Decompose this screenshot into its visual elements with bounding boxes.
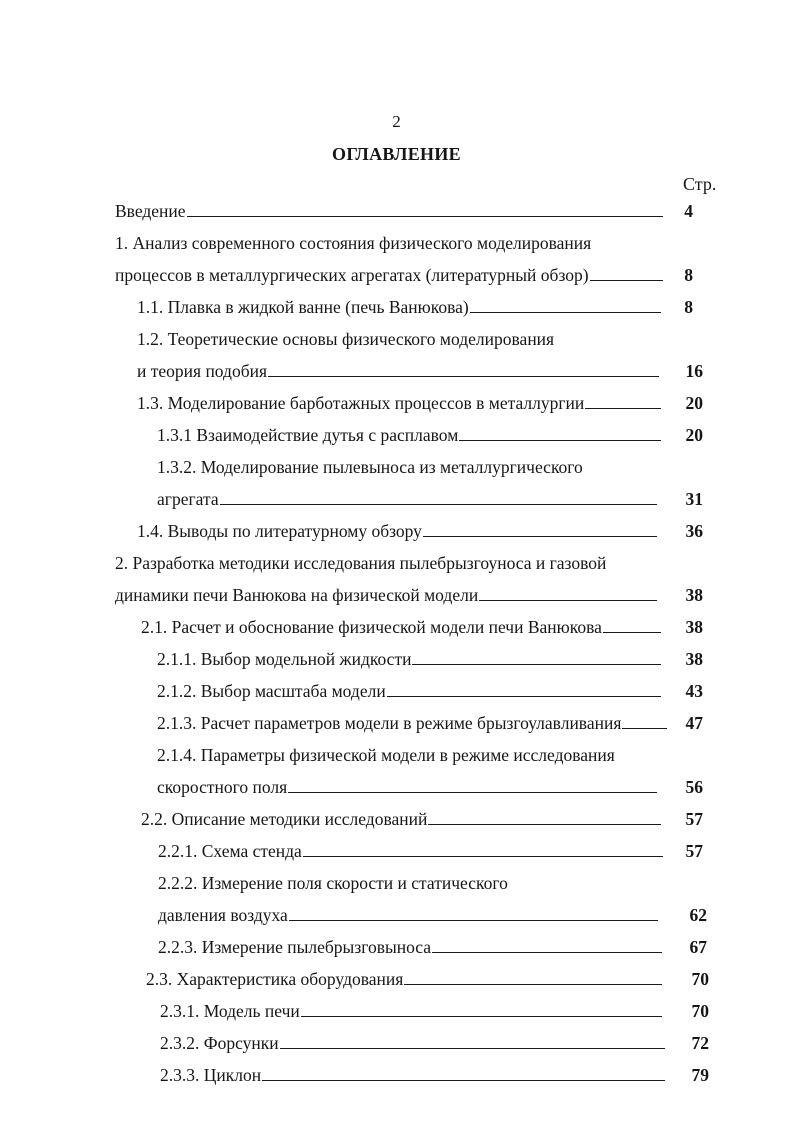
toc-entry-2-3: [146, 966, 662, 990]
toc-entry-introduction: [115, 198, 663, 222]
toc-entry-1-2: [137, 326, 677, 350]
toc-entry-2-1-1: [157, 646, 661, 670]
toc-entry-page: 70: [691, 1001, 709, 1021]
page-number: 2: [392, 112, 401, 131]
toc-entry-2-2: [141, 806, 661, 830]
toc-entry-2-1-4: [157, 742, 677, 766]
page-column-header: Стр.: [683, 174, 717, 194]
toc-entry-page: 67: [689, 937, 707, 957]
toc-leader-line: [423, 536, 657, 537]
toc-entry-text: Введение: [115, 201, 186, 221]
toc-entry-1-4: [137, 518, 657, 542]
toc-entry-page: 62: [689, 905, 707, 925]
toc-entry-1-3-2: [157, 454, 677, 478]
toc-entry-ch1: [115, 230, 675, 254]
toc-leader-line: [262, 1080, 665, 1081]
toc-entry-text: 1.3. Моделирование барботажных процессов в металлургии: [137, 393, 585, 413]
toc-entry-2-3-3: [160, 1062, 665, 1086]
toc-entry-2-1-4-cont: [157, 774, 657, 798]
toc-entry-text: 2.3. Характеристика оборудования: [146, 969, 404, 989]
toc-leader-line: [289, 920, 658, 921]
toc-entry-text: 1.2. Теоретические основы физического моделирования: [137, 329, 555, 349]
toc-entry-page: 38: [685, 585, 703, 605]
toc-entry-text: давления воздуха: [158, 905, 288, 925]
toc-entry-ch2: [115, 550, 675, 574]
toc-entry-2-2-1: [158, 838, 663, 862]
toc-entry-page: 57: [685, 809, 703, 829]
toc-entry-page: 72: [691, 1033, 709, 1053]
toc-entry-text: 2.1.4. Параметры физической модели в режиме исследования: [157, 745, 615, 765]
toc-entry-page: 8: [684, 265, 693, 285]
toc-leader-line: [268, 376, 659, 377]
toc-entry-page: 43: [685, 681, 703, 701]
toc-entry-text: 2.1.1. Выбор модельной жидкости: [157, 649, 412, 669]
toc-entry-page: 36: [685, 521, 703, 541]
toc-entry-text: агрегата: [157, 489, 219, 509]
toc-entry-1-3: [137, 390, 661, 414]
toc-entry-text: 1.1. Плавка в жидкой ванне (печь Ванюкова): [137, 297, 469, 317]
toc-leader-line: [303, 856, 663, 857]
toc-entry-page: 56: [685, 777, 703, 797]
toc-entry-page: 16: [685, 361, 703, 381]
toc-entry-2-3-2: [160, 1030, 665, 1054]
toc-entry-ch2-cont: [115, 582, 657, 606]
toc-leader-line: [288, 792, 657, 793]
toc-entry-page: 38: [685, 617, 703, 637]
toc-entry-2-2-2-cont: [158, 902, 658, 926]
toc-entry-page: 20: [685, 393, 703, 413]
toc-entry-1-3-2-cont: [157, 486, 657, 510]
toc-entry-text: 2.1.3. Расчет параметров модели в режиме брызгоулавливания: [157, 713, 622, 733]
toc-entry-page: 70: [691, 969, 709, 989]
toc-entry-text: динамики печи Ванюкова на физической модели: [115, 585, 479, 605]
toc-entry-1-2-cont: [137, 358, 659, 382]
toc-entry-text: и теория подобия: [137, 361, 268, 381]
toc-entry-text: процессов в металлургических агрегатах (литературный обзор): [115, 265, 589, 285]
toc-entry-text: 2.2.1. Схема стенда: [158, 841, 302, 861]
toc-entry-text: 1.3.2. Моделирование пылевыноса из металлургического: [157, 457, 583, 477]
toc-leader-line: [590, 280, 663, 281]
toc-entry-2-1-3: [157, 710, 667, 734]
toc-entry-2-1-2: [157, 678, 661, 702]
toc-entry-text: 2.1. Расчет и обоснование физической модели печи Ванюкова: [141, 617, 602, 637]
toc-entry-text: 2.1.2. Выбор масштаба модели: [157, 681, 386, 701]
toc-entry-page: 20: [685, 425, 703, 445]
toc-leader-line: [187, 216, 663, 217]
toc-leader-line: [404, 984, 662, 985]
toc-entry-page: 31: [685, 489, 703, 509]
toc-leader-line: [585, 408, 661, 409]
toc-entry-text: скоростного поля: [157, 777, 288, 797]
toc-entry-text: 2.2.3. Измерение пылебрызговыноса: [158, 937, 432, 957]
toc-entry-text: 2.3.3. Циклон: [160, 1065, 262, 1085]
toc-entry-2-2-2: [158, 870, 678, 894]
page-title: ОГЛАВЛЕНИЕ: [332, 144, 461, 164]
toc-leader-line: [432, 952, 662, 953]
toc-entry-text: 1.3.1 Взаимодействие дутья с расплавом: [157, 425, 459, 445]
toc-leader-line: [459, 440, 661, 441]
toc-entry-1-3-1: [157, 422, 661, 446]
toc-leader-line: [387, 696, 661, 697]
toc-entry-text: 1. Анализ современного состояния физического моделирования: [115, 233, 592, 253]
toc-entry-2-2-3: [158, 934, 662, 958]
toc-leader-line: [470, 312, 661, 313]
toc-leader-line: [603, 632, 661, 633]
toc-leader-line: [280, 1048, 665, 1049]
toc-entry-1-1: [137, 294, 661, 318]
toc-entry-page: 4: [684, 201, 693, 221]
toc-leader-line: [479, 600, 657, 601]
toc-entry-text: 1.4. Выводы по литературному обзору: [137, 521, 422, 541]
toc-entry-ch1-cont: [115, 262, 663, 286]
toc-leader-line: [622, 728, 667, 729]
toc-entry-page: 79: [691, 1065, 709, 1085]
toc-entry-text: 2.3.1. Модель печи: [160, 1001, 300, 1021]
toc-entry-text: 2. Разработка методики исследования пылебрызгоуноса и газовой: [115, 553, 607, 573]
toc-entry-page: 57: [685, 841, 703, 861]
toc-leader-line: [220, 504, 657, 505]
toc-entry-2-1: [141, 614, 661, 638]
toc-entry-text: 2.3.2. Форсунки: [160, 1033, 279, 1053]
toc-leader-line: [428, 824, 661, 825]
toc-leader-line: [412, 664, 661, 665]
toc-entry-page: 8: [684, 297, 693, 317]
toc-entry-page: 47: [685, 713, 703, 733]
toc-entry-page: 38: [685, 649, 703, 669]
toc-leader-line: [301, 1016, 662, 1017]
toc-entry-text: 2.2.2. Измерение поля скорости и статического: [158, 873, 508, 893]
toc-entry-text: 2.2. Описание методики исследований: [141, 809, 428, 829]
toc-entry-2-3-1: [160, 998, 662, 1022]
